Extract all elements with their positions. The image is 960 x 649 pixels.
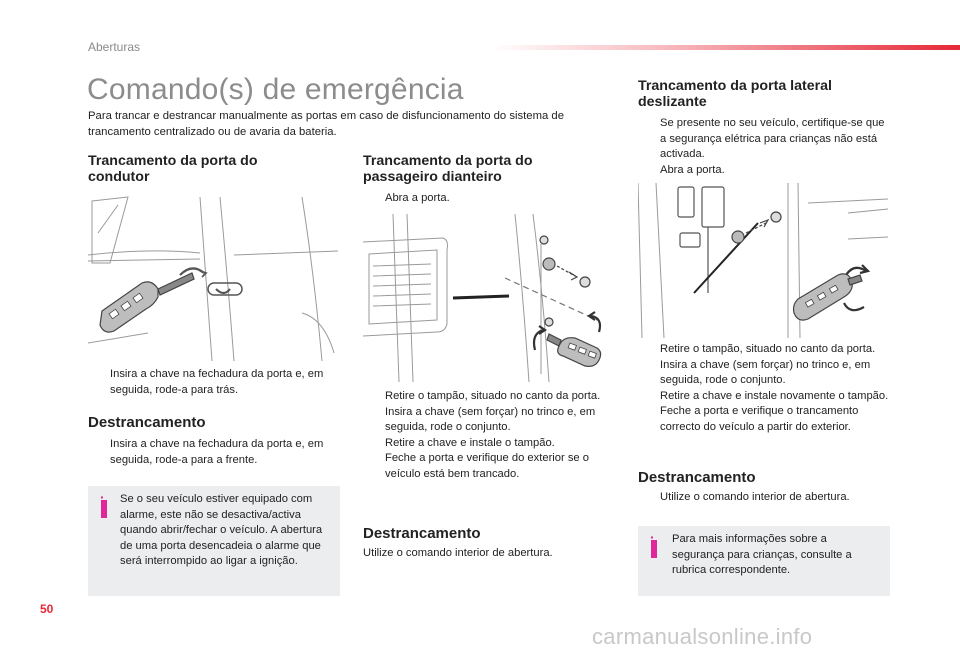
header-accent-bar <box>490 45 960 50</box>
list-item: Se presente no seu veículo, certifique-se que a segurança elétrica para crianças não está activada. <box>660 117 885 160</box>
sliding-door-unlock-heading: Destrancamento <box>638 469 756 486</box>
driver-door-lock-heading: Trancamento da porta do condutor <box>88 153 258 185</box>
passenger-door-pre-steps <box>363 191 615 207</box>
page-number: 50 <box>40 602 54 616</box>
sliding-door-lock-steps <box>638 342 896 435</box>
list-item: Feche a porta e verifique do exterior se o veículo está bem trancado. <box>385 452 589 480</box>
list-item: Abra a porta. <box>660 163 725 176</box>
list-item: Retire a chave e instale novamente o tampão. <box>660 389 889 402</box>
driver-door-illustration <box>88 193 340 363</box>
list-item: Insira a chave (sem forçar) no trinco e, em seguida, rode o conjunto. <box>660 358 871 386</box>
list-item: Abra a porta. <box>385 192 450 204</box>
passenger-door-unlock-heading: Destrancamento <box>363 525 481 542</box>
page-title: Comando(s) de emergência <box>87 73 464 106</box>
list-item: Retire o tampão, situado no canto da porta. <box>660 343 876 355</box>
driver-door-unlock-steps <box>88 437 343 468</box>
list-item: Insira a chave (sem forçar) no trinco e, em seguida, rode o conjunto. <box>385 405 596 433</box>
info-icon-dot: · <box>100 489 105 505</box>
alarm-info-text: Se o seu veículo estiver equipado com alarme, este não se desactiva/activa quando abrir/fechar o veículo. A abertura de uma porta desencadeia o alarme que será interrompido ao ligar a ignição. <box>120 493 323 567</box>
list-item: Insira a chave na fechadura da porta e, em seguida, rode-a para trás. <box>110 368 324 396</box>
child-safety-info-text: Para mais informações sobre a segurança para crianças, consulte a rubrica correspondente. <box>672 533 852 576</box>
section-title: Aberturas <box>88 40 141 54</box>
sliding-door-unlock-steps <box>638 490 893 506</box>
alarm-info-box <box>88 486 340 596</box>
driver-door-lock-steps <box>88 367 343 398</box>
driver-door-unlock-heading: Destrancamento <box>88 414 206 431</box>
list-item: Retire o tampão, situado no canto da porta. <box>385 390 601 402</box>
intro-text: Para trancar e destrancar manualmente as portas em caso de disfuncionamento do sistema de trancamento centralizado ou de avaria da bateria. <box>88 110 564 138</box>
passenger-door-lock-heading: Trancamento da porta do passageiro dianteiro <box>363 153 533 185</box>
list-item: Feche a porta e verifique o trancamento correcto do veículo a partir do exterior. <box>660 405 859 433</box>
sliding-door-pre-steps <box>638 116 893 178</box>
sliding-door-lock-heading: Trancamento da porta lateral deslizante <box>638 78 832 110</box>
sliding-door-illustration <box>638 183 890 338</box>
child-safety-info-box <box>638 526 890 596</box>
list-item: Insira a chave na fechadura da porta e, em seguida, rode-a para a frente. <box>110 438 324 466</box>
passenger-door-lock-steps <box>363 389 621 482</box>
passenger-door-illustration <box>363 214 615 384</box>
list-item: Retire a chave e instale o tampão. <box>385 436 555 449</box>
watermark: carmanualsonline.info <box>592 624 813 649</box>
passenger-door-unlock-text: Utilize o comando interior de abertura. <box>363 547 553 559</box>
info-icon-dot: · <box>650 529 655 545</box>
list-item: Utilize o comando interior de abertura. <box>660 491 850 503</box>
